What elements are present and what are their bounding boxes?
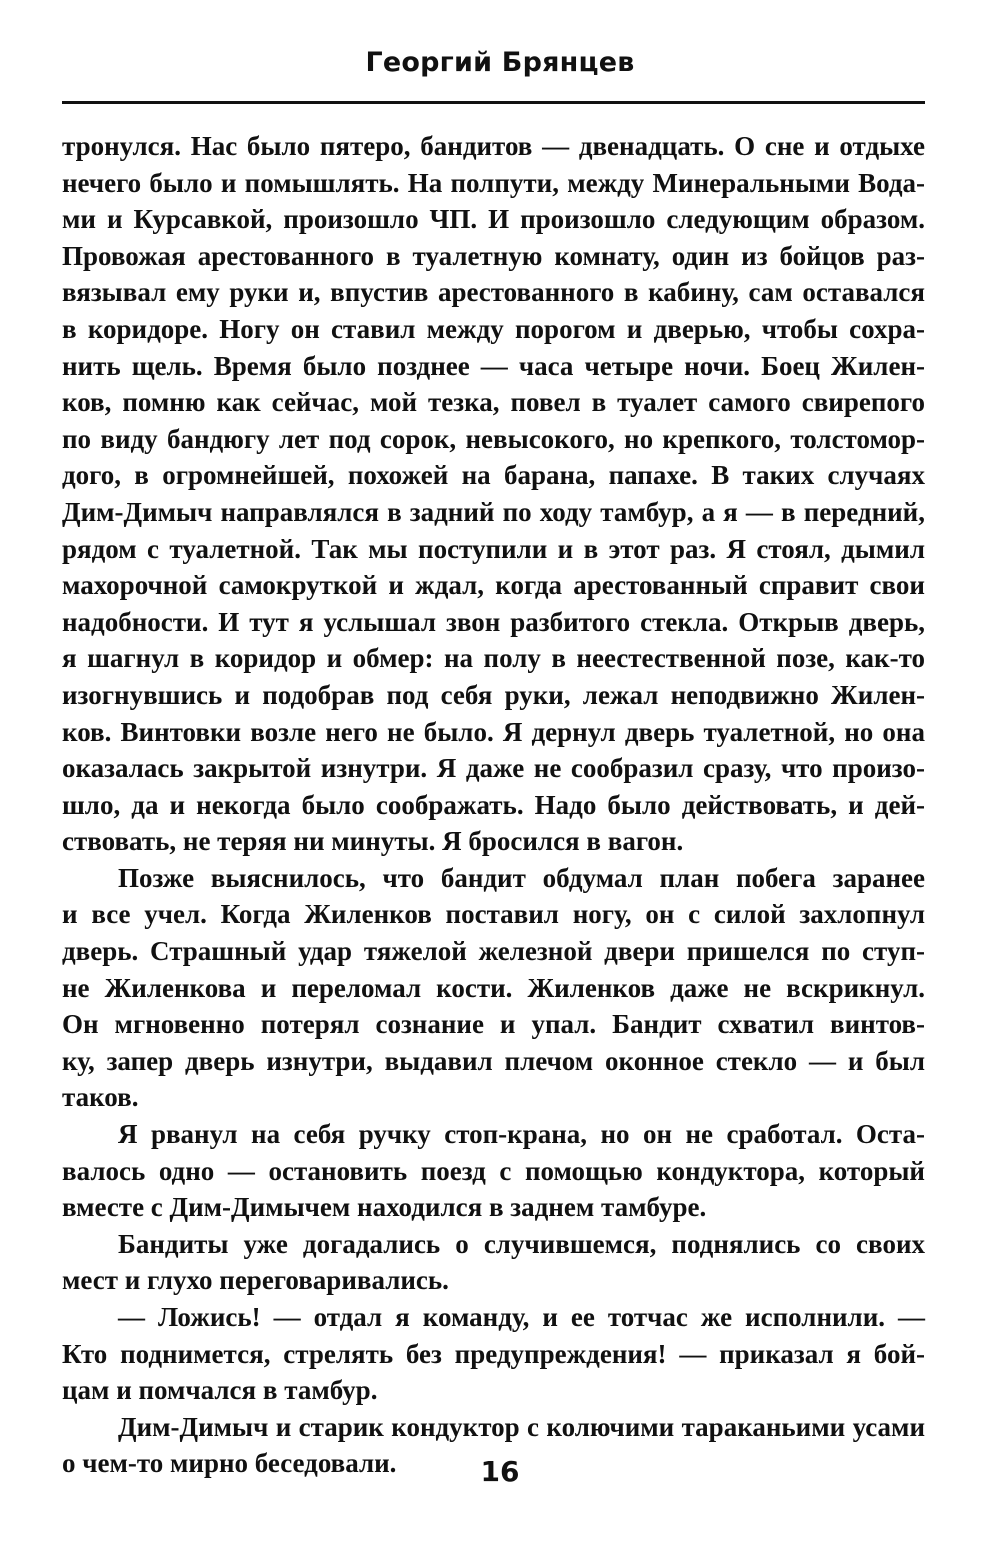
text-line: и все учел. Когда Жиленков поставил ногу, он с силой захлопнул: [62, 899, 925, 930]
text-line: таков.: [62, 1082, 139, 1113]
text-line: я шагнул в коридор и обмер: на полу в неестественной позе, как-то: [62, 643, 925, 674]
text-line: ми и Курсавкой, произошло ЧП. И произошло следующим образом.: [62, 204, 925, 235]
text-line: нить щель. Время было позднее — часа четыре ночи. Боец Жилен-: [62, 350, 925, 381]
text-line: Кто поднимется, стрелять без предупреждения! — приказал я бой-: [62, 1338, 925, 1369]
text-line: оказалась закрытой изнутри. Я даже не сообразил сразу, что произо-: [62, 753, 925, 784]
text-line: о чем-то мирно беседовали.: [62, 1448, 397, 1479]
text-line: Провожая арестованного в туалетную комнату, один из бойцов раз-: [62, 240, 925, 271]
text-line: Бандиты уже догадались о случившемся, поднялись со своих: [118, 1228, 925, 1259]
text-line: тронулся. Нас было пятеро, бандитов — двенадцать. О сне и отдыхе: [62, 131, 925, 161]
text-line: по виду бандюгу лет под сорок, невысокого, но крепкого, толстомор-: [62, 423, 925, 454]
text-line: шло, да и некогда было соображать. Надо было действовать, и дей-: [62, 789, 925, 820]
text-line: валось одно — остановить поезд с помощью кондуктора, который: [62, 1155, 925, 1186]
text-line: дверь. Страшный удар тяжелой железной двери пришелся по ступ-: [62, 936, 925, 967]
text-line: мест и глухо переговаривались.: [62, 1265, 449, 1296]
text-line: изогнувшись и подобрав под себя руки, лежал неподвижно Жилен-: [62, 679, 925, 710]
text-line: надобности. И тут я услышал звон разбитого стекла. Открыв дверь,: [62, 606, 925, 637]
body-text: [62, 128, 925, 1482]
text-line: ков, помню как сейчас, мой тезка, повел в туалет самого свирепого: [62, 387, 925, 418]
running-header-author: Георгий Брянцев: [365, 47, 635, 78]
header-rule: [62, 101, 925, 104]
text-line: вязывал ему руки и, впустив арестованного в кабину, сам оставался: [62, 277, 925, 308]
text-line: Позже выяснилось, что бандит обдумал план побега заранее: [118, 862, 925, 893]
text-line: в коридоре. Ногу он ставил между порогом и дверью, чтобы сохра-: [62, 313, 925, 344]
text-line: вместе с Дим-Димычем находился в заднем тамбуре.: [62, 1192, 707, 1223]
text-line: Он мгновенно потерял сознание и упал. Бандит схватил винтов-: [62, 1009, 925, 1040]
text-line: рядом с туалетной. Так мы поступили и в этот раз. Я стоял, дымил: [62, 533, 925, 564]
text-line: Дим-Димыч направлялся в задний по ходу тамбур, а я — в передний,: [62, 496, 925, 527]
text-line: цам и помчался в тамбур.: [62, 1375, 378, 1406]
text-line: ков. Винтовки возле него не было. Я дернул дверь туалетной, но она: [62, 716, 925, 747]
text-line: дого, в огромнейшей, похожей на барана, папахе. В таких случаях: [62, 460, 925, 491]
page-number: 16: [480, 1455, 520, 1488]
text-line: махорочной самокруткой и ждал, когда арестованный справит свои: [62, 570, 925, 601]
text-line: ку, запер дверь изнутри, выдавил плечом оконное стекло — и был: [62, 1045, 925, 1076]
text-line: Я рванул на себя ручку стоп-крана, но он не сработал. Оста-: [118, 1119, 925, 1150]
text-line: Дим-Димыч и старик кондуктор с колючими тараканьими усами: [118, 1411, 925, 1442]
text-line: ствовать, не теряя ни минуты. Я бросился в вагон.: [62, 826, 684, 857]
text-line: не Жиленкова и переломал кости. Жиленков даже не вскрикнул.: [62, 972, 925, 1003]
text-line: — Ложись! — отдал я команду, и ее тотчас же исполнили. —: [118, 1302, 925, 1332]
text-line: нечего было и помышлять. На полпути, между Минеральными Вода-: [62, 167, 925, 198]
